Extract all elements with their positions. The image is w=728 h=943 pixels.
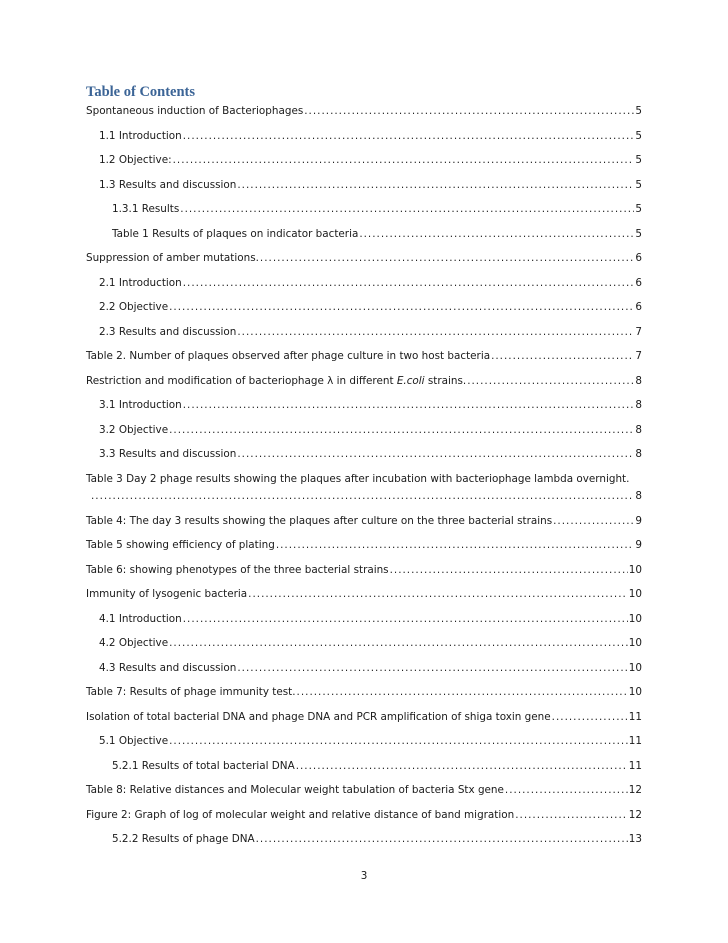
toc-entry-page: 10 bbox=[628, 662, 642, 674]
toc-entry-page: 8 bbox=[635, 424, 642, 436]
toc-entry-page: 11 bbox=[628, 711, 642, 723]
toc-entry-text: Spontaneous induction of Bacteriophages bbox=[86, 105, 304, 117]
toc-entry-text: 2.3 Results and discussion bbox=[99, 326, 237, 338]
toc-title: Table of Contents bbox=[86, 84, 196, 100]
toc-entry[interactable] bbox=[86, 470, 642, 488]
toc-entry-text: 3.1 Introduction bbox=[99, 399, 182, 411]
toc-entry[interactable] bbox=[99, 176, 642, 194]
toc-leader-dots bbox=[169, 732, 628, 750]
toc-entry[interactable] bbox=[112, 225, 642, 243]
toc-entry[interactable] bbox=[86, 585, 642, 603]
toc-entry[interactable] bbox=[99, 323, 642, 341]
toc-leader-dots bbox=[183, 396, 635, 414]
toc-leader-dots bbox=[256, 830, 628, 848]
toc-entry-page: 7 bbox=[635, 350, 642, 362]
toc-entry[interactable] bbox=[99, 421, 642, 439]
toc-entry[interactable] bbox=[99, 659, 642, 677]
toc-leader-dots bbox=[297, 683, 628, 701]
toc-entry-text: Table 4: The day 3 results showing the plaques after culture on the three bacterial strains bbox=[86, 515, 553, 527]
toc-entry-text: 3.3 Results and discussion bbox=[99, 448, 237, 460]
toc-entry-continuation[interactable] bbox=[90, 487, 642, 505]
toc-entry-text: Suppression of amber mutations. bbox=[86, 252, 259, 264]
toc-leader-dots bbox=[183, 127, 635, 145]
toc-leader-dots bbox=[359, 225, 634, 243]
toc-entry[interactable] bbox=[86, 102, 642, 120]
toc-leader-dots bbox=[491, 347, 634, 365]
toc-leader-dots bbox=[173, 151, 635, 169]
toc-entry-page: 5 bbox=[635, 179, 642, 191]
toc-entry-text: 4.3 Results and discussion bbox=[99, 662, 237, 674]
toc-leader-dots bbox=[169, 298, 634, 316]
toc-entry-page: 6 bbox=[635, 252, 642, 264]
toc-entry-text: 4.1 Introduction bbox=[99, 613, 182, 625]
toc-entry[interactable] bbox=[99, 298, 642, 316]
toc-entry[interactable] bbox=[99, 732, 642, 750]
toc-entry-page: 12 bbox=[628, 809, 642, 821]
toc-entry[interactable] bbox=[86, 561, 642, 579]
toc-entry-text: 3.2 Objective bbox=[99, 424, 169, 436]
toc-entry-text-part: Restriction and modification of bacteriophage λ in different bbox=[86, 375, 397, 387]
toc-entry-text: 2.1 Introduction bbox=[99, 277, 182, 289]
toc-entry-text: Table 8: Relative distances and Molecular weight tabulation of bacteria Stx gene bbox=[86, 784, 504, 796]
toc-leader-dots bbox=[553, 512, 634, 530]
toc-entry[interactable] bbox=[86, 372, 642, 390]
toc-leader-dots bbox=[260, 249, 634, 267]
toc-entry[interactable] bbox=[86, 536, 642, 554]
toc-leader-dots bbox=[237, 445, 634, 463]
toc-entry-text: Table 5 showing efficiency of plating bbox=[86, 539, 275, 551]
toc-entry-page: 12 bbox=[628, 784, 642, 796]
toc-entry[interactable] bbox=[99, 396, 642, 414]
toc-entry[interactable] bbox=[112, 757, 642, 775]
toc-entry[interactable] bbox=[86, 249, 642, 267]
toc-leader-dots bbox=[390, 561, 628, 579]
toc-entry[interactable] bbox=[112, 200, 642, 218]
toc-entry[interactable] bbox=[86, 806, 642, 824]
toc-entry-text: Immunity of lysogenic bacteria bbox=[86, 588, 248, 600]
toc-entry-text: 1.3.1 Results bbox=[112, 203, 180, 215]
toc-leader-dots bbox=[237, 323, 634, 341]
toc-entry-page: 8 bbox=[635, 375, 642, 387]
toc-entry-text: Isolation of total bacterial DNA and phage DNA and PCR amplification of shiga toxin gene bbox=[86, 711, 551, 723]
toc-leader-dots bbox=[91, 487, 634, 505]
toc-entry-page: 10 bbox=[628, 588, 642, 600]
toc-entry-text: Table 3 Day 2 phage results showing the plaques after incubation with bacteriophage lambda overnight. bbox=[86, 473, 630, 485]
toc-entry-text: Table 1 Results of plaques on indicator bacteria bbox=[112, 228, 359, 240]
toc-entry-page: 6 bbox=[635, 277, 642, 289]
toc-entry-page: 5 bbox=[635, 154, 642, 166]
page-number: 3 bbox=[360, 870, 368, 882]
toc-entry-page: 9 bbox=[635, 539, 642, 551]
toc-entry[interactable] bbox=[99, 127, 642, 145]
toc-entry-page: 10 bbox=[628, 686, 642, 698]
toc-leader-dots bbox=[169, 634, 628, 652]
toc-leader-dots bbox=[183, 274, 635, 292]
toc-entry-text: Table 2. Number of plaques observed after phage culture in two host bacteria bbox=[86, 350, 491, 362]
toc-entry[interactable] bbox=[99, 634, 642, 652]
toc-entry-page: 11 bbox=[628, 735, 642, 747]
toc-leader-dots bbox=[237, 659, 627, 677]
toc-entry[interactable] bbox=[112, 830, 642, 848]
toc-entry[interactable] bbox=[86, 512, 642, 530]
toc-entry-text: 1.2 Objective: bbox=[99, 154, 172, 166]
toc-entry[interactable] bbox=[86, 683, 642, 701]
toc-entry[interactable] bbox=[99, 274, 642, 292]
toc-leader-dots bbox=[276, 536, 635, 554]
toc-leader-dots bbox=[467, 372, 634, 390]
toc-entry-text: 5.2.1 Results of total bacterial DNA bbox=[112, 760, 295, 772]
toc-entry-page: 6 bbox=[635, 301, 642, 313]
toc-entry-text: 4.2 Objective bbox=[99, 637, 169, 649]
toc-leader-dots bbox=[183, 610, 628, 628]
toc-entry-page: 5 bbox=[635, 130, 642, 142]
toc-leader-dots bbox=[169, 421, 634, 439]
toc-leader-dots bbox=[552, 708, 628, 726]
toc-leader-dots bbox=[237, 176, 634, 194]
toc-entry-page: 8 bbox=[635, 399, 642, 411]
toc-entry-text: 5.1 Objective bbox=[99, 735, 169, 747]
toc-entry-page: 8 bbox=[635, 448, 642, 460]
toc-entry-text: 5.2.2 Results of phage DNA bbox=[112, 833, 255, 845]
toc-leader-dots bbox=[180, 200, 634, 218]
toc-entry[interactable] bbox=[86, 347, 642, 365]
toc-leader-dots bbox=[296, 757, 628, 775]
toc-entry[interactable] bbox=[99, 151, 642, 169]
toc-entry-page: 10 bbox=[628, 613, 642, 625]
toc-entry-page: 5 bbox=[635, 105, 642, 117]
toc-entry-text: 1.1 Introduction bbox=[99, 130, 182, 142]
toc-leader-dots bbox=[248, 585, 628, 603]
toc-entry[interactable] bbox=[86, 708, 642, 726]
toc-entry-text: Table 6: showing phenotypes of the three bacterial strains bbox=[86, 564, 389, 576]
toc-entry-text: 2.2 Objective bbox=[99, 301, 169, 313]
toc-leader-dots bbox=[505, 781, 628, 799]
toc-leader-dots bbox=[304, 102, 634, 120]
toc-entry-text: 1.3 Results and discussion bbox=[99, 179, 237, 191]
toc-entry[interactable] bbox=[99, 610, 642, 628]
toc-entry-text: Figure 2: Graph of log of molecular weight and relative distance of band migration bbox=[86, 809, 515, 821]
toc-entry-text-italic: E.coli bbox=[396, 375, 425, 387]
toc-entry[interactable] bbox=[86, 781, 642, 799]
toc-entry-page: 11 bbox=[628, 760, 642, 772]
toc-entry-page: 8 bbox=[635, 490, 642, 502]
toc-entry-page: 10 bbox=[628, 564, 642, 576]
toc-entry-page: 13 bbox=[628, 833, 642, 845]
toc-leader-dots bbox=[515, 806, 628, 824]
toc-entry-text-part: strains. bbox=[424, 375, 467, 387]
toc-entry-text: Table 7: Results of phage immunity test. bbox=[86, 686, 296, 698]
toc-entry-page: 5 bbox=[635, 228, 642, 240]
toc-entry-page: 10 bbox=[628, 637, 642, 649]
toc-entry-page: 5 bbox=[635, 203, 642, 215]
toc-entry-page: 9 bbox=[635, 515, 642, 527]
toc-entry-text bbox=[86, 372, 466, 390]
toc-entry-page: 7 bbox=[635, 326, 642, 338]
toc-entry[interactable] bbox=[99, 445, 642, 463]
